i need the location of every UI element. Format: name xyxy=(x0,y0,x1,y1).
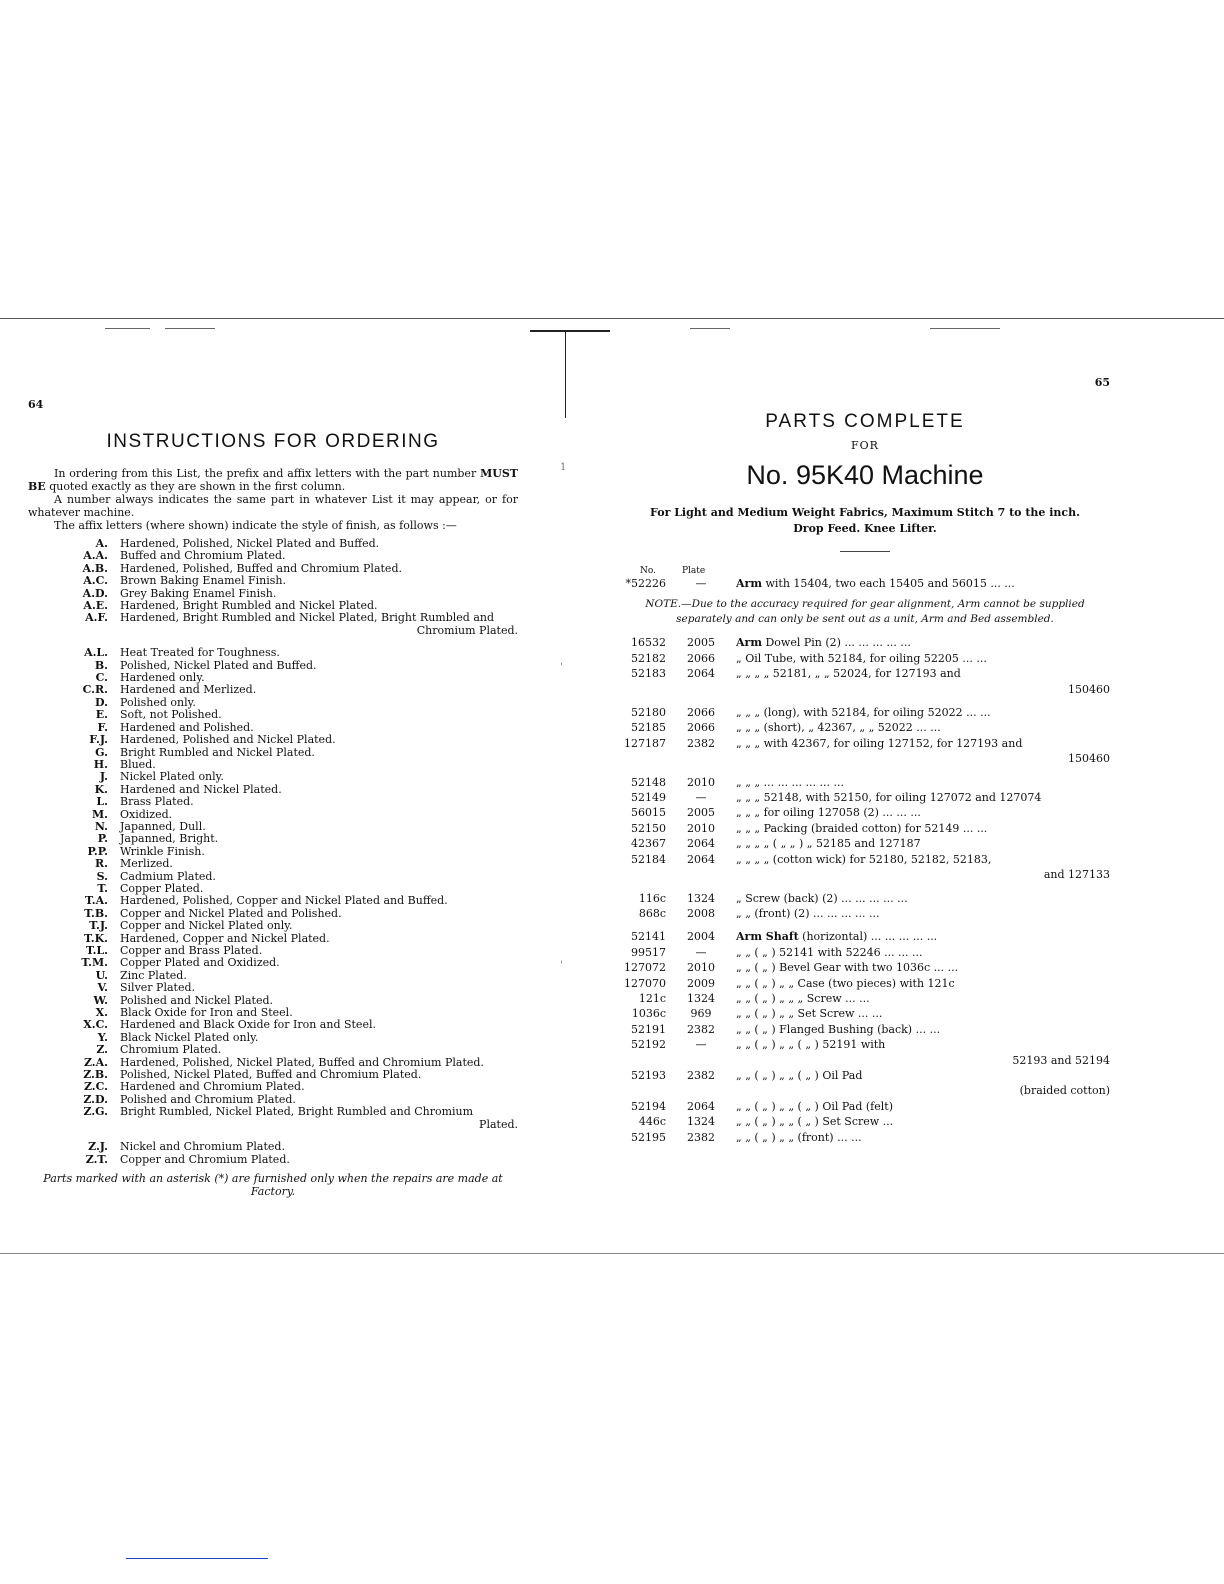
affix-desc: Polished, Nickel Plated, Buffed and Chromium Plated. xyxy=(120,1068,422,1082)
part-number: 52194 xyxy=(631,1099,666,1113)
affix-desc: Copper and Brass Plated. xyxy=(120,944,263,957)
plate-number: 2382 xyxy=(687,736,715,750)
affix-desc: Nickel and Chromium Plated. xyxy=(120,1140,285,1154)
affix-code: P.P. xyxy=(87,844,108,858)
part-number: 1036c xyxy=(631,1007,666,1021)
affix-desc: Hardened and Black Oxide for Iron and Steel. xyxy=(120,1018,376,1032)
affix-row xyxy=(28,647,518,659)
part-number: 52148 xyxy=(631,775,666,789)
part-description: „ „ „ (long), with 52184, for oiling 52022 ... ... xyxy=(736,706,991,720)
affix-desc: Hardened, Polished and Nickel Plated. xyxy=(120,733,336,747)
affix-code: T.M. xyxy=(81,956,108,970)
part-description: „ „ ( „ ) „ „ „ Screw ... ... xyxy=(736,991,870,1005)
part-number: 99517 xyxy=(631,945,666,959)
parts-row xyxy=(620,790,1110,805)
part-number: 127070 xyxy=(624,976,666,990)
part-number: 56015 xyxy=(631,806,666,820)
affix-code: J. xyxy=(99,770,108,784)
part-description: „ „ „ „ (cotton wick) for 52180, 52182, 52183, xyxy=(736,852,992,866)
affix-row xyxy=(28,1081,518,1093)
part-number: 52183 xyxy=(631,667,666,681)
affix-row xyxy=(28,957,518,969)
affix-desc: Hardened and Nickel Plated. xyxy=(120,782,282,796)
parts-row xyxy=(620,1006,1110,1021)
affix-desc: Bright Rumbled and Nickel Plated. xyxy=(120,745,315,759)
plate-number: 2064 xyxy=(687,837,715,851)
part-number: 868c xyxy=(638,906,666,920)
plate-number: 2008 xyxy=(687,906,715,920)
affix-code: D. xyxy=(95,695,108,709)
affix-code: Z.T. xyxy=(85,1152,108,1166)
part-description: „ „ ( „ ) Flanged Bushing (back) ... ... xyxy=(736,1022,941,1036)
affix-desc-cont: Chromium Plated. xyxy=(416,623,518,637)
part-description: „ Screw (back) (2) ... ... ... ... ... xyxy=(736,891,908,905)
part-description-cont: and 127133 xyxy=(1043,868,1110,882)
affix-desc: Hardened, Bright Rumbled and Nickel Plated, Bright Rumbled and xyxy=(120,611,495,625)
part-description: „ „ „ „ 52181, „ „ 52024, for 127193 and xyxy=(736,667,961,681)
affix-row xyxy=(28,612,518,624)
affix-desc: Soft, not Polished. xyxy=(120,708,222,722)
affix-desc: Hardened, Polished, Buffed and Chromium Plated. xyxy=(120,561,402,575)
affix-desc: Copper and Nickel Plated and Polished. xyxy=(120,906,342,920)
parts-row xyxy=(620,1068,1110,1083)
parts-row xyxy=(620,976,1110,991)
affix-intro: The affix letters (where shown) indicate the style of finish, as follows :— xyxy=(54,519,457,532)
plate-number: 2382 xyxy=(687,1022,715,1036)
plate-number: 2010 xyxy=(687,775,715,789)
plate-number: 2064 xyxy=(687,667,715,681)
affix-code: Z.G. xyxy=(83,1105,108,1119)
part-description-cont: 150460 xyxy=(1068,682,1110,696)
affix-row xyxy=(28,895,518,907)
parts-row xyxy=(620,1130,1110,1145)
affix-code: A. xyxy=(95,537,108,550)
affix-code: V. xyxy=(97,981,108,995)
parts-row xyxy=(620,1022,1110,1037)
affix-row xyxy=(28,920,518,932)
affix-code: U. xyxy=(95,968,108,982)
affix-code: T.A. xyxy=(85,894,108,908)
plate-number: 2005 xyxy=(687,636,715,650)
affix-code: L. xyxy=(96,795,108,809)
affix-code: K. xyxy=(94,782,108,796)
affix-code: E. xyxy=(95,708,108,722)
affix-desc: Brass Plated. xyxy=(120,795,194,809)
affix-desc: Blued. xyxy=(120,757,156,771)
affix-desc: Wrinkle Finish. xyxy=(120,844,205,858)
affix-code: T.B. xyxy=(84,906,108,920)
affix-desc: Hardened, Polished, Nickel Plated, Buffed and Chromium Plated. xyxy=(120,1055,484,1069)
part-number: 127187 xyxy=(624,736,666,750)
parts-row xyxy=(620,836,1110,851)
affix-desc: Black Oxide for Iron and Steel. xyxy=(120,1006,293,1020)
affix-desc: Heat Treated for Toughness. xyxy=(120,646,280,660)
part-description-cont: 150460 xyxy=(1068,752,1110,766)
affix-desc: Hardened, Polished, Nickel Plated and Buffed. xyxy=(120,537,380,550)
part-number: 127072 xyxy=(624,961,666,975)
parts-row xyxy=(620,651,1110,666)
part-number: 116c xyxy=(638,891,666,905)
spine-top-rule xyxy=(530,330,610,332)
parts-row xyxy=(620,945,1110,960)
parts-row xyxy=(620,1037,1110,1052)
col-no: No. xyxy=(640,566,656,576)
affix-desc-cont: Plated. xyxy=(479,1117,518,1131)
affix-code: C. xyxy=(95,671,108,685)
col-plate: Plate xyxy=(682,566,706,576)
affix-code: G. xyxy=(95,745,108,759)
machine-title: No. 95K40 Machine xyxy=(746,460,984,490)
affix-code: C.R. xyxy=(82,683,108,697)
affix-code: Z.D. xyxy=(83,1092,108,1106)
affix-desc: Polished, Nickel Plated and Buffed. xyxy=(120,658,317,672)
part-description: „ „ ( „ ) Bevel Gear with two 1036c ... ... xyxy=(736,961,959,975)
part-number: 52193 xyxy=(631,1068,666,1082)
page-number-left: 64 xyxy=(28,398,44,411)
for-label: FOR xyxy=(851,439,879,452)
affix-desc: Merlized. xyxy=(120,857,173,871)
scan-mark xyxy=(690,328,730,329)
plate-number: 969 xyxy=(690,1007,712,1021)
plate-number: 2005 xyxy=(687,806,715,820)
parts-row: *52226 — Arm with 15404, two each 15405 and 56015 ... ... xyxy=(625,577,1015,590)
title-rule xyxy=(840,551,890,552)
affix-desc: Hardened and Chromium Plated. xyxy=(120,1080,305,1094)
part-description: Arm Dowel Pin (2) ... ... ... ... ... xyxy=(736,636,911,650)
affix-code: F. xyxy=(97,720,108,734)
part-number: 52195 xyxy=(631,1130,666,1144)
affix-desc: Polished and Nickel Plated. xyxy=(120,993,274,1007)
part-description: „ „ „ „ ( „ „ ) „ 52185 and 127187 xyxy=(736,837,921,851)
plate-number: — xyxy=(695,945,707,959)
page-number-right: 65 xyxy=(1094,376,1110,389)
plate-number: 2009 xyxy=(687,976,715,990)
affix-code: A.A. xyxy=(83,549,108,563)
part-number: 52180 xyxy=(631,706,666,720)
affix-desc: Copper and Chromium Plated. xyxy=(120,1152,290,1166)
affix-code: A.F. xyxy=(85,611,108,625)
affix-desc: Japanned, Bright. xyxy=(120,832,219,846)
affix-row xyxy=(28,1141,518,1153)
parts-row xyxy=(620,705,1110,720)
page-title-left: INSTRUCTIONS FOR ORDERING xyxy=(106,431,440,452)
affix-desc: Hardened and Merlized. xyxy=(120,683,257,697)
affix-code: A.C. xyxy=(83,574,108,588)
affix-code: A.D. xyxy=(82,586,108,600)
part-number: 52191 xyxy=(631,1022,666,1036)
affix-desc: Hardened and Polished. xyxy=(120,720,254,734)
parts-row xyxy=(620,891,1110,906)
affix-desc: Copper and Nickel Plated only. xyxy=(120,919,293,933)
affix-code: Z.C. xyxy=(83,1080,108,1094)
affix-desc: Zinc Plated. xyxy=(120,968,187,982)
affix-code: Z.B. xyxy=(83,1068,108,1082)
part-description: „ „ „ 52148, with 52150, for oiling 127072 and 127074 xyxy=(736,791,1042,805)
plate-number: 2382 xyxy=(687,1068,715,1082)
part-number: 121c xyxy=(638,991,666,1005)
part-description: „ „ „ Packing (braided cotton) for 52149 ... ... xyxy=(736,821,988,835)
plate-number: 2066 xyxy=(687,706,715,720)
parts-row xyxy=(620,929,1110,944)
gear-note: NOTE.—Due to the accuracy required for gear alignment, Arm cannot be supplied separately and can only be sent out as a unit, Arm and Bed assembled. xyxy=(645,598,1085,626)
part-description: „ „ „ with 42367, for oiling 127152, for 127193 and xyxy=(736,736,1023,750)
affix-desc: Polished only. xyxy=(120,695,196,709)
plate-number: — xyxy=(695,791,707,805)
affix-code: Z.J. xyxy=(88,1140,108,1154)
scan-mark xyxy=(165,328,215,329)
affix-code: A.E. xyxy=(83,599,108,613)
parts-row xyxy=(620,666,1110,681)
part-description: „ „ ( „ ) „ „ Set Screw ... ... xyxy=(736,1007,883,1021)
asterisk-note: Parts marked with an asterisk (*) are furnished only when the repairs are made at Factory. xyxy=(43,1171,503,1198)
affix-desc: Japanned, Dull. xyxy=(120,819,206,833)
part-description: „ „ (front) (2) ... ... ... ... ... xyxy=(736,906,880,920)
plate-number: 2004 xyxy=(687,930,715,944)
parts-complete-title: PARTS COMPLETE xyxy=(765,411,965,432)
part-number: 52182 xyxy=(631,651,666,665)
parts-row xyxy=(620,635,1110,650)
affix-row xyxy=(28,575,518,587)
plate-number: — xyxy=(695,1038,707,1052)
affix-code: H. xyxy=(93,757,108,771)
plate-number: 2064 xyxy=(687,852,715,866)
page-spine xyxy=(565,330,566,418)
part-number: 52141 xyxy=(631,930,666,944)
affix-code: T.L. xyxy=(85,944,108,957)
machine-subtitle: For Light and Medium Weight Fabrics, Maximum Stitch 7 to the inch. Drop Feed. Knee Lifter. xyxy=(650,506,1080,535)
affix-row xyxy=(28,1019,518,1031)
affix-row xyxy=(28,1154,518,1166)
plate-number: 2010 xyxy=(687,821,715,835)
plate-number: 2066 xyxy=(687,651,715,665)
plate-number: 1324 xyxy=(687,891,715,905)
affix-code: F.J. xyxy=(89,733,108,747)
right-page xyxy=(620,376,1110,1145)
part-description: „ „ ( „ ) „ „ ( „ ) Oil Pad (felt) xyxy=(736,1099,893,1113)
bottom-underline xyxy=(126,1558,268,1559)
affix-code: W. xyxy=(93,993,108,1007)
affix-desc: Copper Plated. xyxy=(120,881,204,895)
parts-row xyxy=(620,1099,1110,1114)
part-description-cont: (braided cotton) xyxy=(1019,1084,1110,1098)
affix-desc: Silver Plated. xyxy=(120,981,195,995)
affix-code: P. xyxy=(97,832,108,846)
affix-row xyxy=(28,684,518,696)
plate-number: 2066 xyxy=(687,721,715,735)
parts-row xyxy=(620,960,1110,975)
ordering-paragraph: In ordering from this List, the prefix and affix letters with the part number MUST BE quoted exactly as they are shown in the first column. xyxy=(28,467,518,493)
affix-list xyxy=(28,538,518,1166)
part-number: 42367 xyxy=(631,837,666,851)
affix-desc: Hardened, Polished, Copper and Nickel Plated and Buffed. xyxy=(120,894,448,908)
affix-code: X. xyxy=(95,1006,108,1020)
scan-mark xyxy=(930,328,1000,329)
part-number: 52149 xyxy=(631,791,666,805)
parts-row xyxy=(620,852,1110,867)
affix-desc: Brown Baking Enamel Finish. xyxy=(120,574,287,588)
part-number: 52150 xyxy=(631,821,666,835)
parts-row xyxy=(620,720,1110,735)
affix-row xyxy=(28,1044,518,1056)
affix-row xyxy=(28,1106,518,1118)
affix-row xyxy=(28,771,518,783)
affix-code: B. xyxy=(94,658,108,672)
part-description: „ „ ( „ ) „ „ (front) ... ... xyxy=(736,1130,862,1144)
affix-desc: Chromium Plated. xyxy=(120,1043,222,1057)
affix-code: R. xyxy=(95,857,108,871)
parts-row xyxy=(620,821,1110,836)
affix-desc: Grey Baking Enamel Finish. xyxy=(120,586,277,600)
affix-code: S. xyxy=(96,869,108,883)
plate-number: 2064 xyxy=(687,1099,715,1113)
affix-desc: Nickel Plated only. xyxy=(120,770,224,784)
part-description: „ Oil Tube, with 52184, for oiling 52205 ... ... xyxy=(736,651,987,665)
part-description: „ „ „ for oiling 127058 (2) ... ... ... xyxy=(736,806,921,820)
part-description: „ „ ( „ ) 52141 with 52246 ... ... ... xyxy=(736,945,923,959)
plate-number: 1324 xyxy=(687,991,715,1005)
part-description: „ „ ( „ ) „ „ ( „ ) 52191 with xyxy=(736,1038,886,1052)
affix-desc: Black Nickel Plated only. xyxy=(120,1030,259,1044)
part-description: „ „ ( „ ) „ „ ( „ ) Set Screw ... xyxy=(736,1115,894,1129)
scan-mark xyxy=(105,328,150,329)
plate-number: 2382 xyxy=(687,1130,715,1144)
affix-desc: Cadmium Plated. xyxy=(120,869,216,883)
affix-row xyxy=(28,709,518,721)
plate-number: 1324 xyxy=(687,1115,715,1129)
part-description: Arm Shaft (horizontal) ... ... ... ... ... xyxy=(736,930,938,944)
part-number: 16532 xyxy=(631,636,666,650)
affix-code: T.J. xyxy=(89,919,108,933)
column-headers xyxy=(620,566,1110,576)
affix-code: T.K. xyxy=(84,931,108,945)
part-description: „ „ „ (short), „ 42367, „ „ 52022 ... ... xyxy=(736,721,941,735)
affix-code: T. xyxy=(97,881,108,895)
affix-row xyxy=(28,833,518,845)
affix-desc: Hardened only. xyxy=(120,671,205,685)
affix-code: Z. xyxy=(96,1043,108,1057)
affix-desc: Copper Plated and Oxidized. xyxy=(120,956,280,970)
affix-desc: Bright Rumbled, Nickel Plated, Bright Rumbled and Chromium xyxy=(120,1105,474,1119)
part-number: 446c xyxy=(638,1115,666,1129)
affix-desc: Hardened, Bright Rumbled and Nickel Plated. xyxy=(120,599,378,613)
parts-row xyxy=(620,775,1110,790)
part-number: 52185 xyxy=(631,721,666,735)
affix-code: M. xyxy=(91,807,108,821)
affix-desc: Hardened, Copper and Nickel Plated. xyxy=(120,931,330,945)
part-description: „ „ ( „ ) „ „ ( „ ) Oil Pad xyxy=(736,1068,863,1082)
part-description: „ „ ( „ ) „ „ Case (two pieces) with 121c xyxy=(736,976,955,990)
parts-list xyxy=(620,627,1110,1145)
affix-code: Z.A. xyxy=(83,1055,108,1069)
left-page xyxy=(28,398,518,1198)
affix-desc: Buffed and Chromium Plated. xyxy=(120,549,286,563)
plate-number: 2010 xyxy=(687,961,715,975)
affix-row xyxy=(28,734,518,746)
affix-code: A.L. xyxy=(84,646,108,660)
affix-row xyxy=(28,858,518,870)
parts-row xyxy=(620,906,1110,921)
affix-row xyxy=(28,796,518,808)
parts-row xyxy=(620,991,1110,1006)
parts-row xyxy=(620,736,1110,751)
affix-row xyxy=(28,982,518,994)
affix-code: X.C. xyxy=(83,1018,108,1032)
part-number: 52192 xyxy=(631,1038,666,1052)
affix-code: N. xyxy=(94,819,108,833)
part-description-cont: 52193 and 52194 xyxy=(1012,1053,1110,1067)
part-description: „ „ „ ... ... ... ... ... ... xyxy=(736,775,845,789)
part-number: 52184 xyxy=(631,852,666,866)
number-paragraph: A number always indicates the same part in whatever List it may appear, or for whatever machine. xyxy=(28,493,518,519)
parts-row xyxy=(620,805,1110,820)
affix-code: A.B. xyxy=(82,561,108,575)
parts-row xyxy=(620,1114,1110,1129)
affix-desc: Oxidized. xyxy=(120,807,173,821)
affix-code: Y. xyxy=(97,1030,108,1044)
affix-desc: Polished and Chromium Plated. xyxy=(120,1092,296,1106)
affix-row xyxy=(28,550,518,562)
